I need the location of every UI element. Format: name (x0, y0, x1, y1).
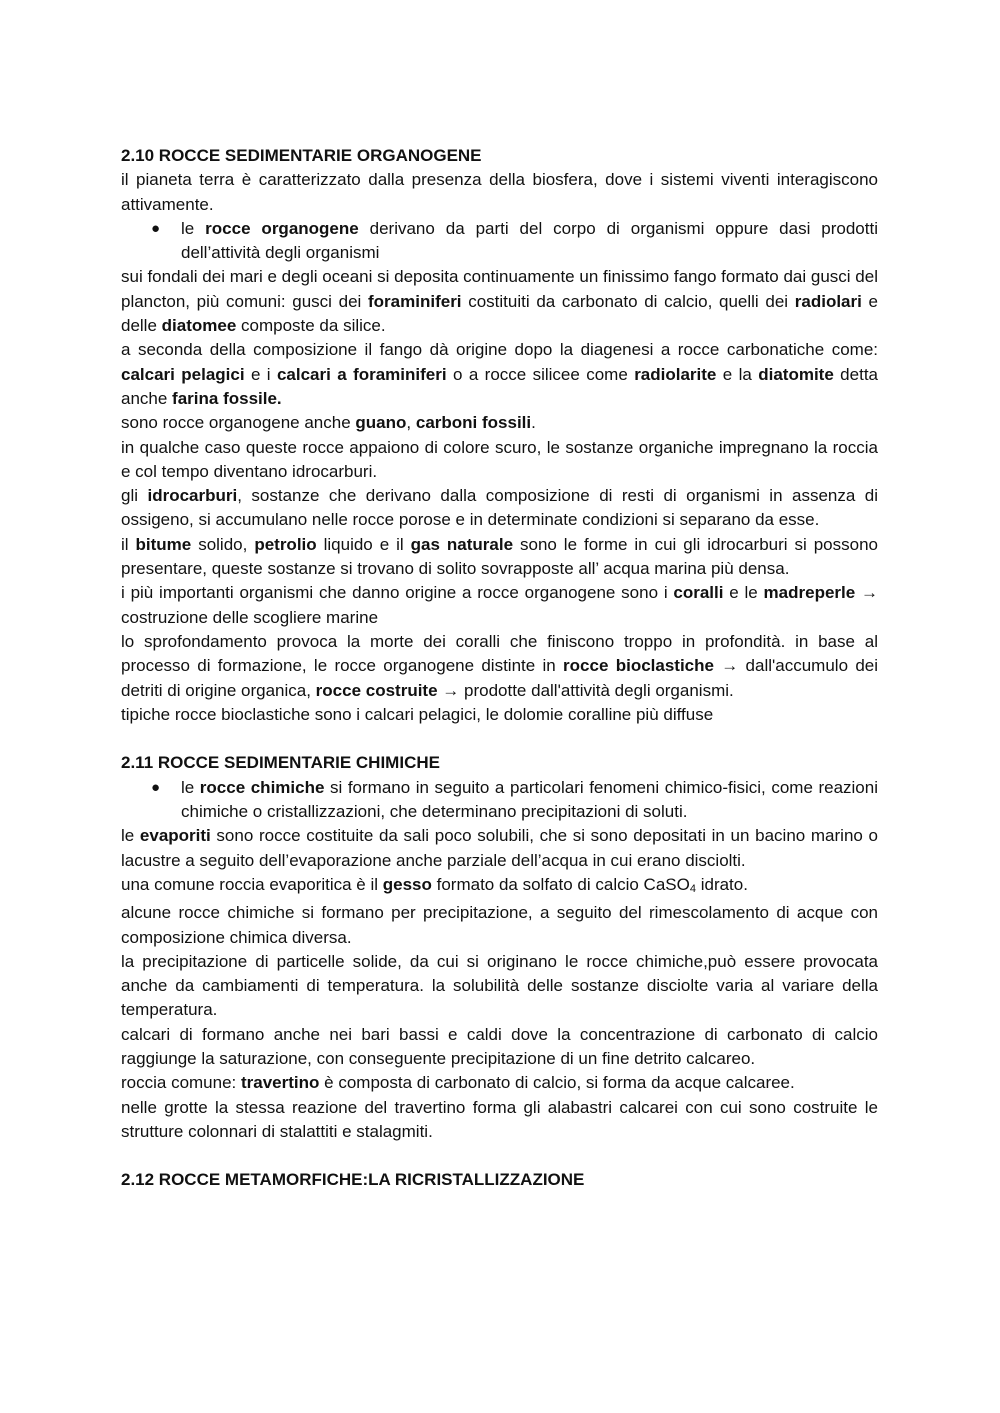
key-term: coralli (673, 583, 724, 603)
key-term: gas naturale (410, 534, 514, 554)
paragraph: i più importanti organismi che danno origine a rocce organogene sono i coralli e le madreperle → costruzione delle scogliere marine (121, 583, 879, 627)
section-2-10 (121, 144, 878, 727)
paragraph: alcune rocce chimiche si formano per precipitazione, a seguito del rimescolamento di acque con composizione chimica diversa. (121, 903, 878, 947)
key-term: bitume (135, 534, 192, 554)
bullet-icon: ● (151, 778, 161, 796)
paragraph: roccia comune: travertino è composta di carbonato di calcio, si forma da acque calcaree. (121, 1073, 795, 1093)
section-heading: 2.11 ROCCE SEDIMENTARIE CHIMICHE (121, 753, 440, 773)
key-term: travertino (241, 1073, 320, 1093)
list-item: ● le rocce organogene derivano da parti del corpo di organismi oppure dasi prodotti dell’attività degli organismi (151, 218, 878, 263)
paragraph: in qualche caso queste rocce appaiono di colore scuro, le sostanze organiche impregnano la roccia e col tempo diventano idrocarburi. (121, 437, 878, 481)
paragraph: lo sprofondamento provoca la morte dei coralli che finiscono troppo in profondità. in base al processo di formazione, le rocce organogene distinte in rocce bioclastiche → dall'accumulo dei detriti di origine organica, rocce costruite → prodotte dall'attività degli organismi. (121, 631, 879, 700)
key-term: madreperle (763, 583, 856, 603)
key-term: calcari pelagici (121, 364, 245, 384)
paragraph: il bitume solido, petrolio liquido e il gas naturale sono le forme in cui gli idrocarburi si possono presentare, queste sostanze si trovano di solito sovrapposte all’ acqua marina più densa. (121, 534, 879, 579)
paragraph: la precipitazione di particelle solide, da cui si originano le rocce chimiche,può essere provocata anche da cambiamenti di temperatura. la solubilità delle sostanze disciolte varia al variare della temperatura. (121, 951, 878, 1020)
paragraph: nelle grotte la stessa reazione del travertino forma gli alabastri calcarei con cui sono costruite le strutture colonnari di stalattiti e stalagmiti. (121, 1097, 878, 1141)
key-term: gesso (382, 874, 432, 894)
key-term: radiolari (794, 291, 862, 311)
key-term: carboni fossili (415, 413, 532, 433)
paragraph: sono rocce organogene anche guano, carboni fossili. (121, 413, 536, 433)
key-term: rocce organogene (205, 218, 359, 238)
paragraph: le evaporiti sono rocce costituite da sali poco solubili, che si sono depositati in un bacino marino o lacustre a seguito dell’evaporazione anche parziale dell’acqua in cui erano disciolti. (121, 826, 878, 870)
bullet-icon: ● (151, 219, 161, 237)
key-term: diatomite (758, 364, 834, 384)
section-heading: 2.12 ROCCE METAMORFICHE:LA RICRISTALLIZZAZIONE (121, 1170, 585, 1190)
key-term: radiolarite (634, 364, 717, 384)
key-term: foraminiferi (368, 291, 462, 311)
document-page (121, 144, 878, 1193)
section-2-11 (121, 751, 878, 1144)
paragraph: sui fondali dei mari e degli oceani si deposita continuamente un finissimo fango formato dai gusci del plancton, più comuni: gusci dei foraminiferi costituiti da carbonato di calcio, quelli dei radiolari e delle diatomee composte da silice. (121, 267, 878, 336)
key-term: guano (355, 413, 407, 433)
key-term: rocce chimiche (199, 777, 325, 797)
key-term: rocce bioclastiche (563, 656, 714, 676)
spacer (121, 1144, 878, 1168)
spacer (121, 727, 878, 751)
bullet-list (121, 217, 878, 266)
paragraph: il pianeta terra è caratterizzato dalla presenza della biosfera, dove i sistemi viventi interagiscono attivamente. (121, 170, 878, 214)
key-term: calcari a foraminiferi (276, 364, 447, 384)
paragraph: calcari di formano anche nei bari bassi e caldi dove la concentrazione di carbonato di calcio raggiunge la saturazione, con conseguente precipitazione di un fine detrito calcareo. (121, 1024, 878, 1068)
key-term: idrocarburi (147, 486, 238, 506)
section-2-12 (121, 1168, 878, 1192)
key-term: rocce costruite (315, 680, 438, 700)
paragraph: gli idrocarburi, sostanze che derivano dalla composizione di resti di organismi in assenza di ossigeno, si accumulano nelle rocce porose e in determinate condizioni si separano da esse. (121, 486, 878, 530)
key-term: petrolio (254, 534, 317, 554)
list-item: ● le rocce chimiche si formano in seguito a particolari fenomeni chimico-fisici, come reazioni chimiche o cristallizzazioni, che determinano precipitazioni di soluti. (151, 777, 878, 822)
key-term: farina fossile. (172, 388, 282, 408)
paragraph: una comune roccia evaporitica è il gesso formato da solfato di calcio CaSO4 idrato. (121, 874, 748, 895)
bullet-list (121, 776, 878, 825)
paragraph: a seconda della composizione il fango dà origine dopo la diagenesi a rocce carbonatiche come: calcari pelagici e i calcari a foraminiferi o a rocce silicee come radiolarite e la diatomite detta anche farina fossile. (121, 340, 878, 408)
paragraph: tipiche rocce bioclastiche sono i calcari pelagici, le dolomie coralline più diffuse (121, 704, 714, 724)
key-term: diatomee (161, 316, 237, 336)
key-term: evaporiti (139, 826, 211, 846)
section-heading: 2.10 ROCCE SEDIMENTARIE ORGANOGENE (121, 146, 482, 165)
subscript: 4 (689, 882, 696, 895)
